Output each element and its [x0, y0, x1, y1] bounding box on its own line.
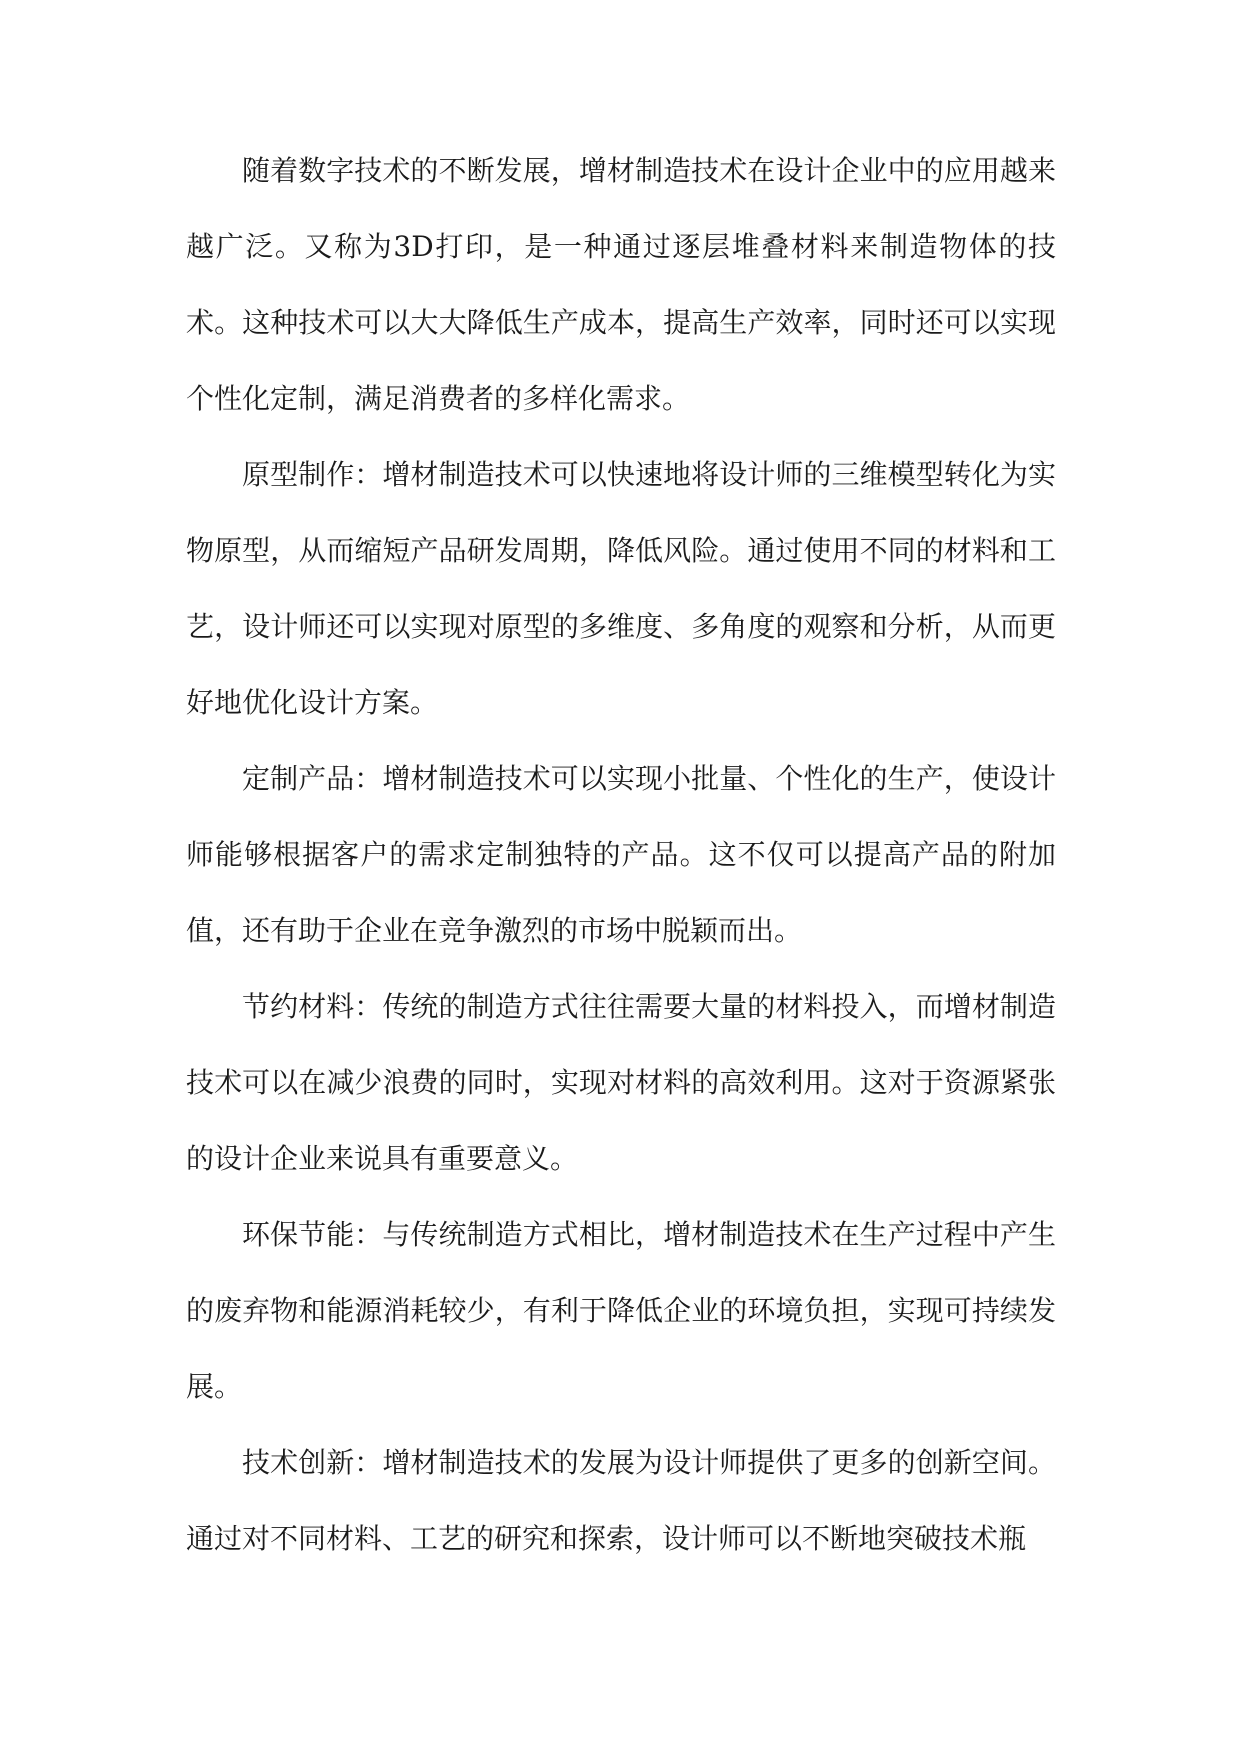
paragraph-eco-energy: 环保节能：与传统制造方式相比，增材制造技术在生产过程中产生的废弃物和能源消耗较少，有利于降低企业的环境负担，实现可持续发展。	[186, 1218, 1056, 1403]
paragraph-prototyping: 原型制作：增材制造技术可以快速地将设计师的三维模型转化为实物原型，从而缩短产品研发周期，降低风险。通过使用不同的材料和工艺，设计师还可以实现对原型的多维度、多角度的观察和分析，从而更好地优化设计方案。	[186, 458, 1056, 719]
paragraph-tech-innovation: 技术创新：增材制造技术的发展为设计师提供了更多的创新空间。通过对不同材料、工艺的研究和探索，设计师可以不断地突破技术瓶	[186, 1446, 1056, 1555]
paragraph-custom-products: 定制产品：增材制造技术可以实现小批量、个性化的生产，使设计师能够根据客户的需求定制独特的产品。这不仅可以提高产品的附加值，还有助于企业在竞争激烈的市场中脱颖而出。	[186, 762, 1056, 947]
paragraph-intro: 随着数字技术的不断发展，增材制造技术在设计企业中的应用越来越广泛。又称为3D打印，是一种通过逐层堆叠材料来制造物体的技术。这种技术可以大大降低生产成本，提高生产效率，同时还可以实现个性化定制，满足消费者的多样化需求。	[186, 154, 1056, 415]
document-body	[186, 133, 1056, 1577]
paragraph-material-saving: 节约材料：传统的制造方式往往需要大量的材料投入，而增材制造技术可以在减少浪费的同时，实现对材料的高效利用。这对于资源紧张的设计企业来说具有重要意义。	[186, 990, 1056, 1175]
